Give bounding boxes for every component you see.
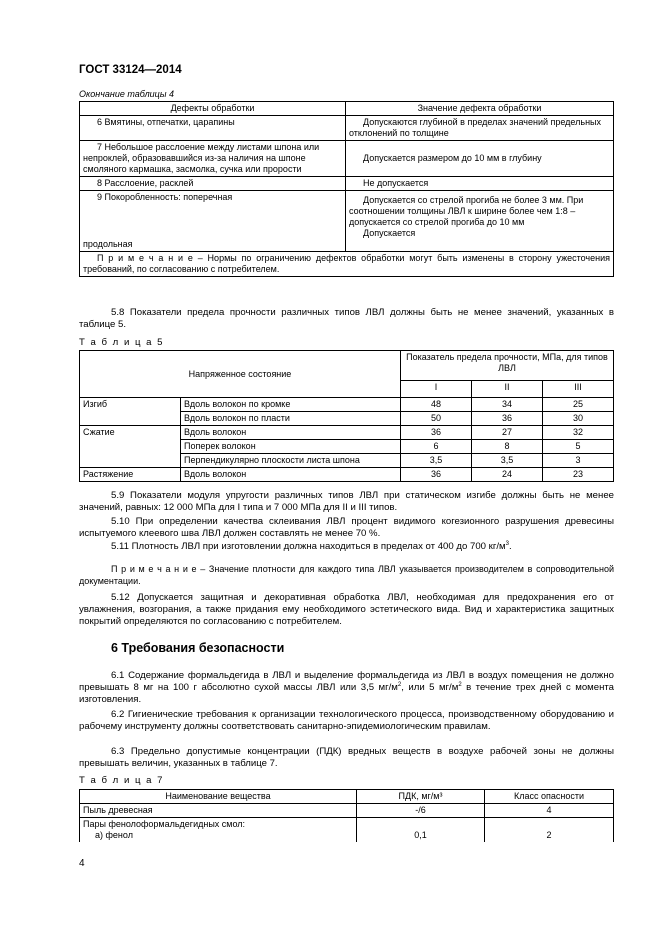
value-cell: 27	[472, 426, 543, 440]
value-cell: 50	[401, 412, 472, 426]
substance-cell	[80, 818, 357, 843]
value-cell: 36	[472, 412, 543, 426]
p5-11-sup: 3	[505, 540, 509, 547]
table7-title: Т а б л и ц а 7	[79, 775, 164, 786]
value-cell: 34	[472, 398, 543, 412]
value-cell: 3	[543, 454, 614, 468]
value-cell: 8	[472, 440, 543, 454]
table4-header-defects: Дефекты обработки	[80, 102, 346, 116]
defect-cell: 8 Расслоение, расклей	[80, 177, 346, 191]
substance-name: а) фенол	[95, 830, 133, 840]
value-cell: 23	[543, 468, 614, 482]
table4-caption: Окончание таблицы 4	[79, 89, 174, 99]
pdk-cell: -/6	[357, 804, 485, 818]
p5-11-text: 5.11 Плотность ЛВЛ при изготовлении должна находиться в пределах от 400 до 700 кг/м	[111, 541, 506, 552]
p6-1-sup: 2	[397, 681, 402, 688]
substance-group: Пары фенолоформальдегидных смол:	[83, 819, 246, 829]
table-row	[80, 398, 614, 412]
type-header: II	[472, 381, 543, 398]
table5-title: Т а б л и ц а 5	[79, 337, 164, 348]
value-cell: 30	[543, 412, 614, 426]
p6-1-sup: 2	[458, 681, 462, 688]
value-cell: 6	[401, 440, 472, 454]
direction-cell: Вдоль волокон по пласти	[181, 412, 401, 426]
p5-11-end: .	[508, 541, 512, 552]
defect-cell: 6 Вмятины, отпечатки, царапины	[80, 116, 346, 141]
value-cell: Допускаются глубиной в пределах значений предельных отклонений по толщине	[346, 116, 614, 141]
value-long: Допускается	[363, 228, 416, 238]
table-row	[80, 426, 614, 440]
direction-cell: Поперек волокон	[181, 440, 401, 454]
group-cell: Растяжение	[80, 468, 181, 482]
table7-header-class: Класс опасности	[485, 790, 614, 804]
direction-cell: Вдоль волокон по кромке	[181, 398, 401, 412]
value-cell: 3,5	[401, 454, 472, 468]
defect-cross: 9 Покоробленность: поперечная	[97, 192, 233, 202]
p6-1-a: 6.1 Содержание формальдегида в ЛВЛ и выделение формальдегида из ЛВЛ в воздух помещения не должно превышать 8 мг на 100 г абсолютно сухой массы ЛВЛ или 3,5 мг/м	[79, 670, 614, 693]
table4-note	[80, 252, 614, 277]
note-label: П р и м е ч а н и е	[111, 564, 197, 574]
value-cell: 48	[401, 398, 472, 412]
table5-header-state: Напряженное состояние	[80, 351, 401, 398]
value-cell	[346, 191, 614, 252]
type-header: I	[401, 381, 472, 398]
defect-cell: 7 Небольшое расслоение между листами шпона или непроклей, образовавшийся из-за наличия на шпоне смоляного кармашка, засмолка, сучка или прорости	[80, 141, 346, 177]
note-label: П р и м е ч а н и е	[97, 253, 193, 263]
value-cell: 36	[401, 468, 472, 482]
page-number: 4	[79, 858, 85, 869]
note-text: – Нормы по ограничению дефектов обработки могут быть изменены в сторону ужесточения требований, по согласованию с потребителем.	[83, 253, 610, 274]
paragraph-6-3: 6.3 Предельно допустимые концентрации (ПДК) вредных веществ в воздухе рабочей зоны не должны превышать величин, указанных в таблице 7.	[79, 746, 614, 769]
section-heading-6: 6 Требования безопасности	[111, 641, 285, 655]
table-row	[80, 818, 614, 843]
value-cell: 3,5	[472, 454, 543, 468]
value-cell: 5	[543, 440, 614, 454]
direction-cell: Вдоль волокон	[181, 468, 401, 482]
p6-1-b: , или 5 мг/м	[401, 682, 459, 693]
class-cell: 4	[485, 804, 614, 818]
value-cell: 36	[401, 426, 472, 440]
note-text: – Значение плотности для каждого типа ЛВЛ указывается производителем в сопроводительной документации.	[79, 564, 614, 586]
table-row	[80, 191, 614, 252]
table-7	[79, 789, 614, 842]
value-cross: Допускается со стрелой прогиба не более 3 мм. При соотношении толщины ЛВЛ к ширине более чем 1:8 – допускается со стрелой прогиба до 10 мм	[349, 195, 584, 227]
group-cell: Изгиб	[80, 398, 181, 426]
direction-cell: Перпендикулярно плоскости листа шпона	[181, 454, 401, 468]
note-density	[79, 563, 614, 587]
table7-header-pdk: ПДК, мг/м³	[357, 790, 485, 804]
p6-1-c: в течение трех дней с момента изготовления.	[79, 682, 615, 705]
value-cell: Допускается размером до 10 мм в глубину	[346, 141, 614, 177]
value-cell: 24	[472, 468, 543, 482]
group-cell: Сжатие	[80, 426, 181, 468]
substance-cell: Пыль древесная	[80, 804, 357, 818]
table-row	[80, 468, 614, 482]
table7-header-name: Наименование вещества	[80, 790, 357, 804]
defect-long: продольная	[83, 239, 133, 249]
paragraph-5-9: 5.9 Показатели модуля упругости различных типов ЛВЛ при статическом изгибе должны быть не менее значений, равных: 12 000 МПа для I типа и 7 000 МПа для II и III типов.	[79, 490, 614, 513]
pdk-cell: 0,1	[357, 818, 485, 843]
paragraph-5-8: 5.8 Показатели предела прочности различных типов ЛВЛ должны быть не менее значений, указанных в таблице 5.	[79, 307, 614, 330]
table-5	[79, 350, 614, 482]
table-4	[79, 101, 614, 277]
value-cell: Не допускается	[346, 177, 614, 191]
paragraph-5-12: 5.12 Допускается защитная и декоративная обработка ЛВЛ, необходимая для предохранения его от увлажнения, возгорания, а также придания ему необходимого эстетического вида. Вид и характеристика защитных покрытий определяются по согласованию с потребителем.	[79, 592, 614, 627]
type-header: III	[543, 381, 614, 398]
document-number: ГОСТ 33124—2014	[79, 64, 182, 76]
table4-header-value: Значение дефекта обработки	[346, 102, 614, 116]
defect-cell	[80, 191, 346, 252]
table-row	[80, 177, 614, 191]
value-cell: 32	[543, 426, 614, 440]
table-row	[80, 116, 614, 141]
table-row	[80, 804, 614, 818]
class-cell: 2	[485, 818, 614, 843]
paragraph-6-1	[79, 670, 614, 706]
table5-header-value: Показатель предела прочности, МПа, для типов ЛВЛ	[401, 351, 614, 381]
paragraph-6-2: 6.2 Гигиенические требования к организации технологического процесса, производственному оборудованию и рабочему инструменту должны соответствовать санитарно-эпидемиологическим правилам.	[79, 709, 614, 732]
value-cell: 25	[543, 398, 614, 412]
table-row	[80, 141, 614, 177]
paragraph-5-10: 5.10 При определении качества склеивания ЛВЛ процент видимого когезионного разрушения древесины испытуемого клеевого шва ЛВЛ должен составлять не менее 70 %.	[79, 516, 614, 539]
paragraph-5-11	[79, 541, 614, 553]
direction-cell: Вдоль волокон	[181, 426, 401, 440]
